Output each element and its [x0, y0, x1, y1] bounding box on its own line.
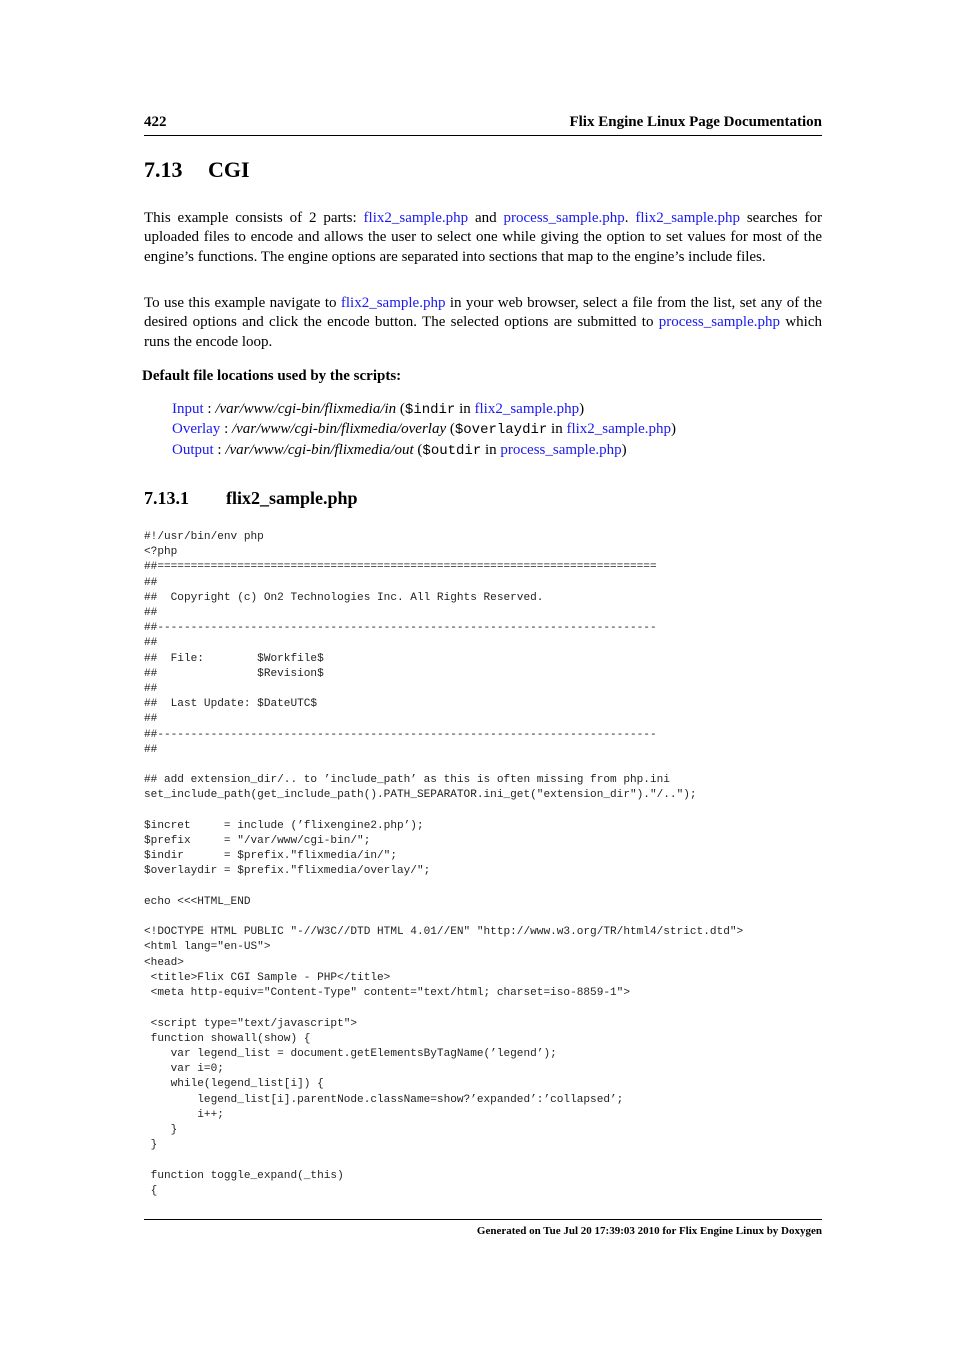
paren: (: [446, 421, 455, 438]
path: /var/www/cgi-bin/flixmedia/in: [215, 401, 397, 417]
separator: :: [220, 421, 232, 438]
usage-paragraph: [144, 294, 822, 352]
intro-text: .: [624, 210, 636, 226]
intro-paragraph: [144, 209, 822, 267]
footer-text: Generated on Tue Jul 20 17:39:03 2010 for Flix Engine Linux by Doxygen: [476, 1225, 822, 1237]
link-input[interactable]: Input: [172, 401, 204, 417]
subsection-number: 7.13.1: [144, 488, 189, 508]
paren: ): [621, 441, 627, 458]
running-header: [144, 113, 822, 136]
running-title: Flix Engine Linux Page Documentation: [569, 114, 822, 130]
section-title: CGI: [208, 157, 250, 182]
defaults-heading: Default file locations used by the scripts:: [142, 368, 402, 384]
link-flix2-sample[interactable]: flix2_sample.php: [474, 401, 580, 417]
subsection-title: flix2_sample.php: [226, 488, 358, 508]
link-output[interactable]: Output: [172, 441, 214, 458]
link-process-sample[interactable]: process_sample.php: [500, 441, 622, 458]
section-number: 7.13: [144, 157, 183, 182]
link-flix2-sample[interactable]: flix2_sample.php: [363, 210, 469, 226]
link-flix2-sample[interactable]: flix2_sample.php: [340, 295, 446, 311]
variable-name: $overlaydir: [454, 422, 548, 439]
page-footer: [144, 1219, 822, 1240]
in-text: in: [547, 421, 567, 438]
paren: ): [579, 401, 585, 417]
usage-text: which runs the encode loop.: [144, 314, 822, 350]
link-process-sample[interactable]: process_sample.php: [658, 314, 781, 331]
variable-name: $indir: [404, 402, 456, 418]
paren: (: [396, 401, 405, 417]
intro-text: This example consists of 2 parts:: [144, 210, 364, 226]
in-text: in: [455, 401, 475, 417]
separator: :: [203, 401, 216, 417]
link-overlay[interactable]: Overlay: [172, 421, 221, 438]
usage-text: To use this example navigate to: [144, 295, 341, 311]
paren: (: [413, 441, 423, 458]
section-heading: [144, 157, 250, 183]
intro-text: searches for uploaded files to encode and allows the user to select one while giving the option to set values for most of the engine’s functions. The engine options are separated into sections that map to the engine’s include files.: [144, 210, 822, 265]
subsection-heading: [144, 488, 358, 509]
default-location-overlay: [172, 420, 676, 440]
page-number: 422: [144, 114, 167, 130]
link-flix2-sample[interactable]: flix2_sample.php: [566, 421, 672, 438]
variable-name: $outdir: [422, 442, 482, 459]
code-listing: #!/usr/bin/env php <?php ##=========================================================================== ## ## Copyright (c) On2 Technologies Inc. All Rights Reserved. ## ##--------------------------------------------------------------------------- ## ## File: $Workfile$ ## $Revision$ ## ## Last Update: $DateUTC$ ## ##--------------------------------------------------------------------------- ## ## add extension_dir/.. to ’include_path’ as this is often missing from php.ini set_include_path(get_include_path().PATH_SEPARATOR.ini_get("extension_dir")."/.."); $incret = include (’flixengine2.php’); $prefix = "/var/www/cgi-bin/"; $indir = $prefix."flixmedia/in/"; $overlaydir = $prefix."flixmedia/overlay/"; echo <<<HTML_END <!DOCTYPE HTML PUBLIC "-//W3C//DTD HTML 4.01//EN" "http://www.w3.org/TR/html4/strict.dtd"> <html lang="en-US"> <head> <title>Flix CGI Sample - PHP</title> <meta http-equiv="Content-Type" content="text/html; charset=iso-8859-1"> <script type="text/javascript"> function showall(show) { var legend_list = document.getElementsByTagName(’legend’); var i=0; while(legend_list[i]) { legend_list[i].parentNode.className=show?’expanded’:’collapsed’; i++; } } function toggle_expand(_this) {: [144, 531, 744, 1197]
in-text: in: [481, 441, 501, 458]
default-location-output: [172, 441, 676, 461]
path: /var/www/cgi-bin/flixmedia/out: [225, 441, 414, 458]
usage-text: in your web browser, select a file from the list, set any of the desired options and click the encode button. The selected options are submitted to: [144, 295, 822, 331]
link-process-sample[interactable]: process_sample.php: [503, 210, 625, 226]
defaults-list: [172, 400, 676, 461]
intro-text: and: [468, 210, 504, 226]
paren: ): [671, 421, 677, 438]
link-flix2-sample[interactable]: flix2_sample.php: [635, 210, 740, 226]
separator: :: [213, 441, 226, 458]
path: /var/www/cgi-bin/flixmedia/overlay: [231, 421, 447, 438]
default-location-input: [172, 400, 676, 420]
